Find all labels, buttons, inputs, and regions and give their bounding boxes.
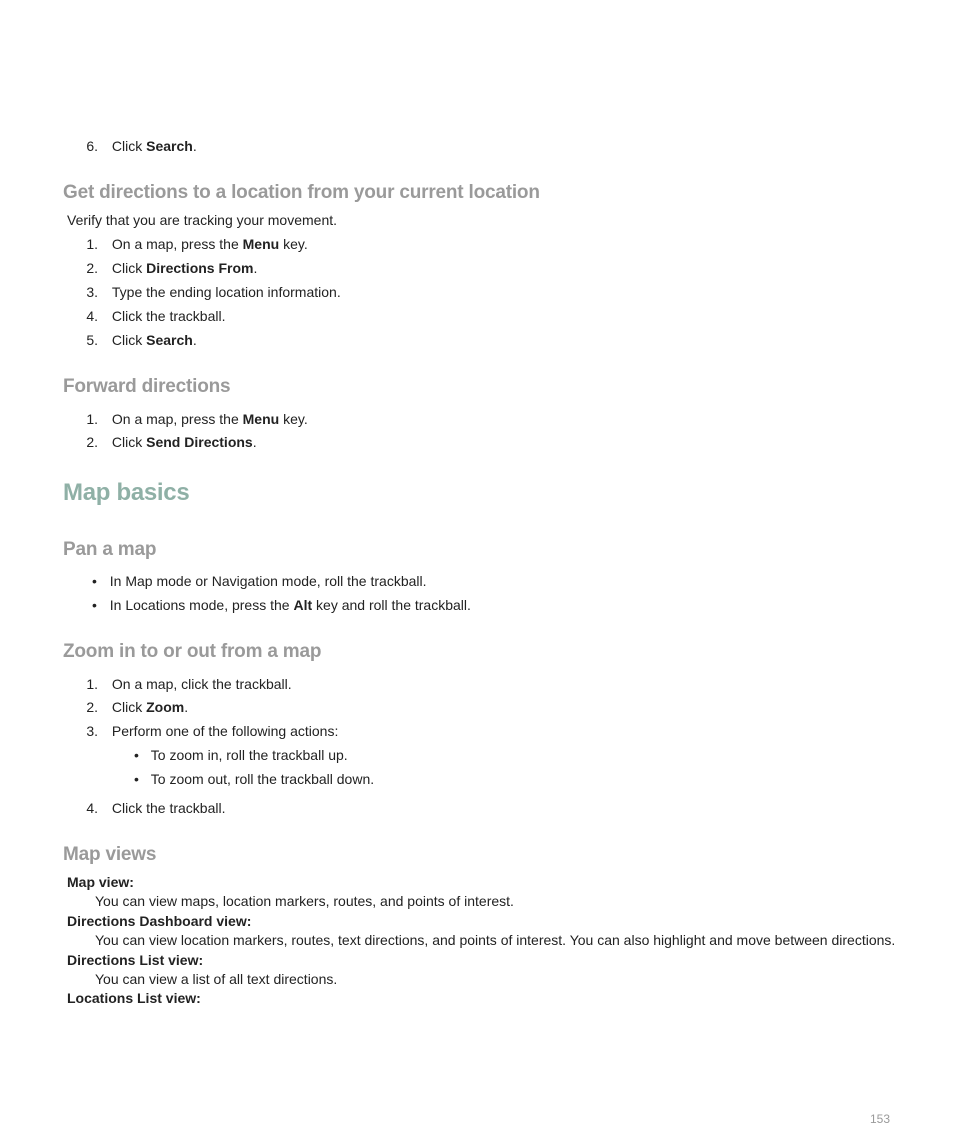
list-item <box>84 235 308 253</box>
step-text: Type the ending location information. <box>111 284 341 300</box>
bullet-icon: • <box>92 597 97 613</box>
step-post: key. <box>279 236 308 252</box>
definition-term <box>67 989 201 1007</box>
term-label: Directions List view: <box>67 952 204 968</box>
step-number: 1. <box>86 676 98 692</box>
list-item <box>84 283 341 301</box>
list-item <box>134 746 348 764</box>
list-item <box>84 799 225 817</box>
step-bold: Search <box>146 332 193 348</box>
step-text: Click <box>111 138 147 154</box>
term-label: Map view: <box>67 874 134 890</box>
bullet-text: In Map mode or Navigation mode, roll the trackball. <box>109 573 427 589</box>
step-text: Click <box>111 699 147 715</box>
bullet-text: To zoom out, roll the trackball down. <box>150 771 375 787</box>
step-number: 1. <box>86 411 98 427</box>
definition-text: You can view a list of all text directions. <box>95 971 338 987</box>
step-post: . <box>253 260 258 276</box>
step-bold: Menu <box>242 236 280 252</box>
bullet-icon: • <box>134 771 139 787</box>
step-text: On a map, press the <box>111 411 243 427</box>
step-bold: Menu <box>242 411 280 427</box>
definition-text: You can view maps, location markers, routes, and points of interest. <box>95 893 514 909</box>
step-text: Perform one of the following actions: <box>111 723 339 739</box>
step-text: Click <box>111 434 147 450</box>
step-text: On a map, click the trackball. <box>111 676 292 692</box>
page-number: 153 <box>870 1112 891 1126</box>
list-item <box>92 572 427 590</box>
step-number: 6. <box>86 138 98 154</box>
bullet-icon: • <box>134 747 139 763</box>
list-item <box>84 675 292 693</box>
term-label: Locations List view: <box>67 990 201 1006</box>
bullet-post: key and roll the trackball. <box>312 597 471 613</box>
chapter-title-map-basics: Map basics <box>63 479 190 506</box>
heading-forward-directions: Forward directions <box>63 376 231 397</box>
definition-term <box>67 873 134 891</box>
heading-directions-from-current: Get directions to a location from your current location <box>63 182 540 203</box>
list-item <box>84 410 308 428</box>
step-number: 1. <box>86 236 98 252</box>
step-text: On a map, press the <box>111 236 243 252</box>
definition-term <box>67 912 251 930</box>
step-number: 3. <box>86 723 98 739</box>
step-number: 5. <box>86 332 98 348</box>
step-post: . <box>192 138 197 154</box>
step-text: Click <box>111 260 147 276</box>
heading-pan-a-map: Pan a map <box>63 539 157 560</box>
list-item <box>84 307 225 325</box>
list-item <box>134 770 374 788</box>
list-item <box>84 722 338 740</box>
list-item <box>84 433 257 451</box>
step-number: 4. <box>86 800 98 816</box>
step-text: Click <box>111 332 147 348</box>
term-label: Directions Dashboard view: <box>67 913 252 929</box>
list-item <box>84 698 188 716</box>
heading-map-views: Map views <box>63 844 157 865</box>
step-bold: Directions From <box>146 260 254 276</box>
intro-text: Verify that you are tracking your movement. <box>67 212 338 228</box>
step-bold: Zoom <box>146 699 185 715</box>
step-bold: Send Directions <box>146 434 253 450</box>
step-number: 4. <box>86 308 98 324</box>
bullet-text: In Locations mode, press the <box>109 597 294 613</box>
step-number: 2. <box>86 260 98 276</box>
bullet-bold: Alt <box>293 597 313 613</box>
step-text: Click the trackball. <box>111 308 226 324</box>
step-post: . <box>192 332 197 348</box>
step-number: 2. <box>86 434 98 450</box>
step-bold: Search <box>146 138 193 154</box>
step-post: . <box>184 699 189 715</box>
step-6 <box>84 137 197 155</box>
step-post: key. <box>279 411 308 427</box>
list-item <box>84 259 257 277</box>
bullet-icon: • <box>92 573 97 589</box>
step-post: . <box>252 434 257 450</box>
step-number: 2. <box>86 699 98 715</box>
list-item <box>84 331 197 349</box>
step-number: 3. <box>86 284 98 300</box>
bullet-text: To zoom in, roll the trackball up. <box>150 747 348 763</box>
definition-text: You can view location markers, routes, text directions, and points of interest. You can also highlight and move between directions. <box>95 932 896 948</box>
step-text: Click the trackball. <box>111 800 226 816</box>
definition-term <box>67 951 203 969</box>
list-item <box>92 596 471 614</box>
heading-zoom: Zoom in to or out from a map <box>63 641 322 662</box>
